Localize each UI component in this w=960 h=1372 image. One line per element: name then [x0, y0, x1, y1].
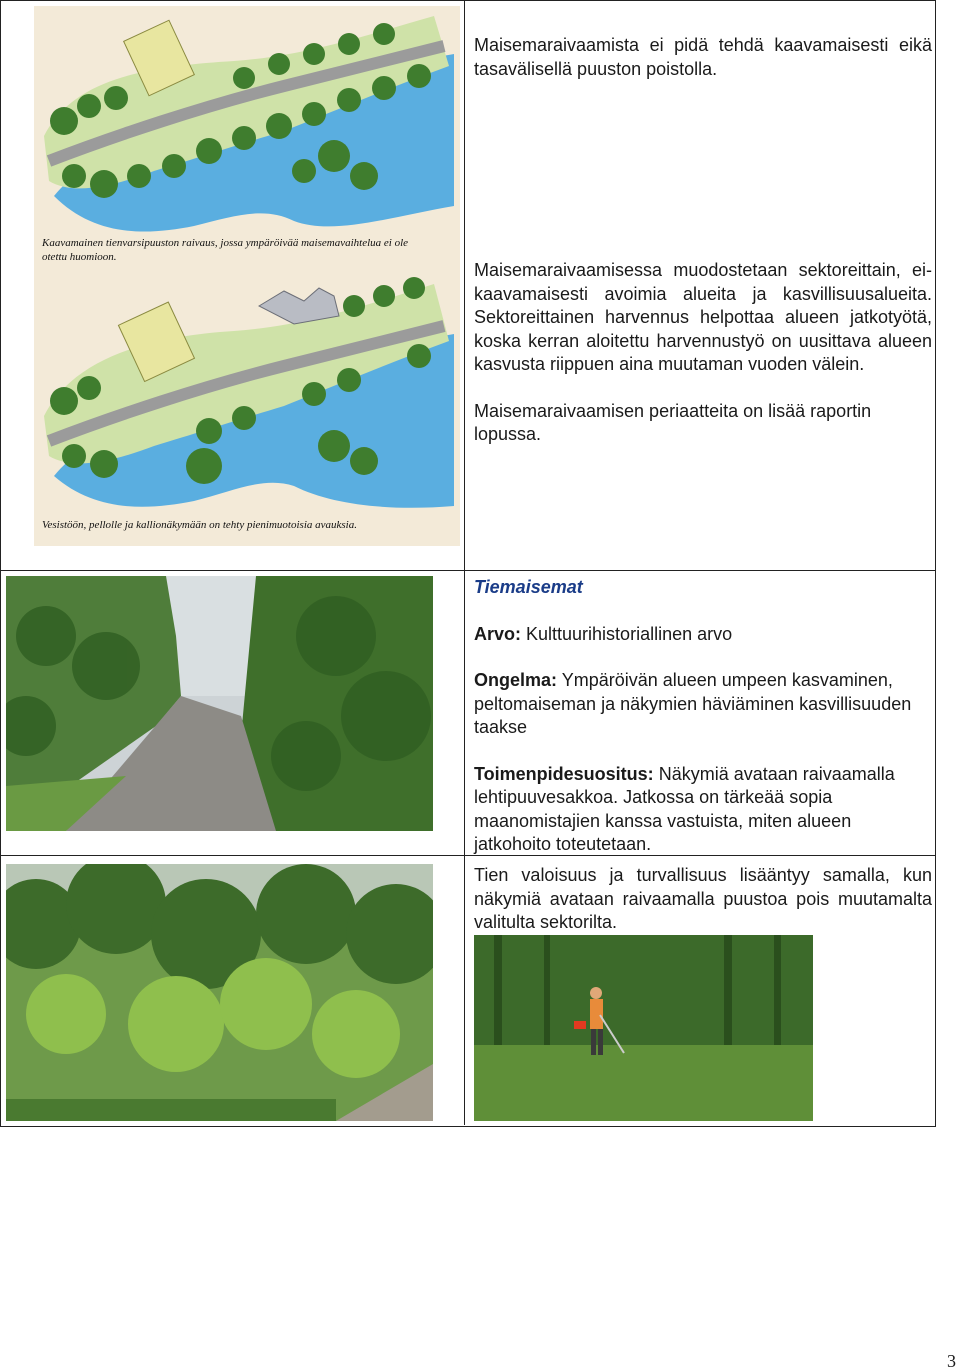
paragraph-2: Maisemaraivaamisessa muodostetaan sektoreittain, ei-kaavamaisesti avoimia alueita ja kasvillisuusalueita. Sektoreittainen harvennus helpottaa alueen jatkotyötä, koska kerran aloitettu harvennustyö on uusittava alueen kasvusta riippuen aina muutaman vuoden välein. [474, 260, 932, 374]
caption-1-line-2: otettu huomioon. [42, 251, 117, 263]
problem-label: Ongelma: [474, 670, 558, 690]
middle-text-block [474, 576, 924, 857]
value-label: Arvo: [474, 623, 522, 644]
action-label: Toimenpidesuositus: [474, 763, 654, 784]
caption-2: Vesistöön, pellolle ja kallionäkymään on tehty pienimuotoisia avauksia. [42, 519, 357, 531]
value-text: Kulttuurihistoriallinen arvo [521, 623, 733, 644]
value-paragraph [474, 623, 924, 647]
section-heading: Tiemaisemat [474, 577, 583, 597]
roadside-clearing-illustration [34, 6, 460, 546]
action-paragraph [474, 763, 924, 857]
problem-paragraph [474, 669, 924, 740]
top-text-block [474, 34, 932, 447]
drawing-sector-clearing [44, 277, 454, 508]
drawing-schematic-clearing [44, 16, 454, 232]
paragraph-3: Maisemaraivaamisen periaatteita on lisää raportin lopussa. [474, 400, 872, 444]
table-row-divider [0, 570, 936, 571]
gravel-road-photo [6, 576, 433, 831]
problem-text: Ympäröivän alueen umpeen kasvaminen, peltomaiseman ja näkymien häviäminen kasvillisuuden taakse [474, 670, 912, 737]
paragraph-4: Tien valoisuus ja turvallisuus lisääntyy samalla, kun näkymiä avataan raivaamalla puustoa pois muutamalta valitulta sektorilta. [474, 865, 932, 932]
paragraph-1: Maisemaraivaamista ei pidä tehdä kaavamaisesti eikä tasavälisellä puuston poistolla. [474, 35, 932, 79]
bottom-text-block [474, 864, 932, 935]
action-text: Näkymiä avataan raivaamalla lehtipuuvesakkoa. Jatkossa on tärkeää sopia maanomistajien kanssa vastuista, miten alueen jatkohoito toteutetaan. [474, 763, 895, 854]
landscape-drawings-svg [34, 6, 460, 546]
page-number: 3 [947, 1351, 956, 1371]
table-column-divider [464, 0, 465, 570]
table-column-divider [464, 570, 465, 855]
overgrown-roadside-photo [6, 864, 433, 1121]
brush-clearing-photo [474, 935, 813, 1121]
table-column-divider [464, 855, 465, 1125]
caption-1-line-1: Kaavamainen tienvarsipuuston raivaus, jossa ympäröivää maisemavaihtelua ei ole [42, 237, 409, 249]
